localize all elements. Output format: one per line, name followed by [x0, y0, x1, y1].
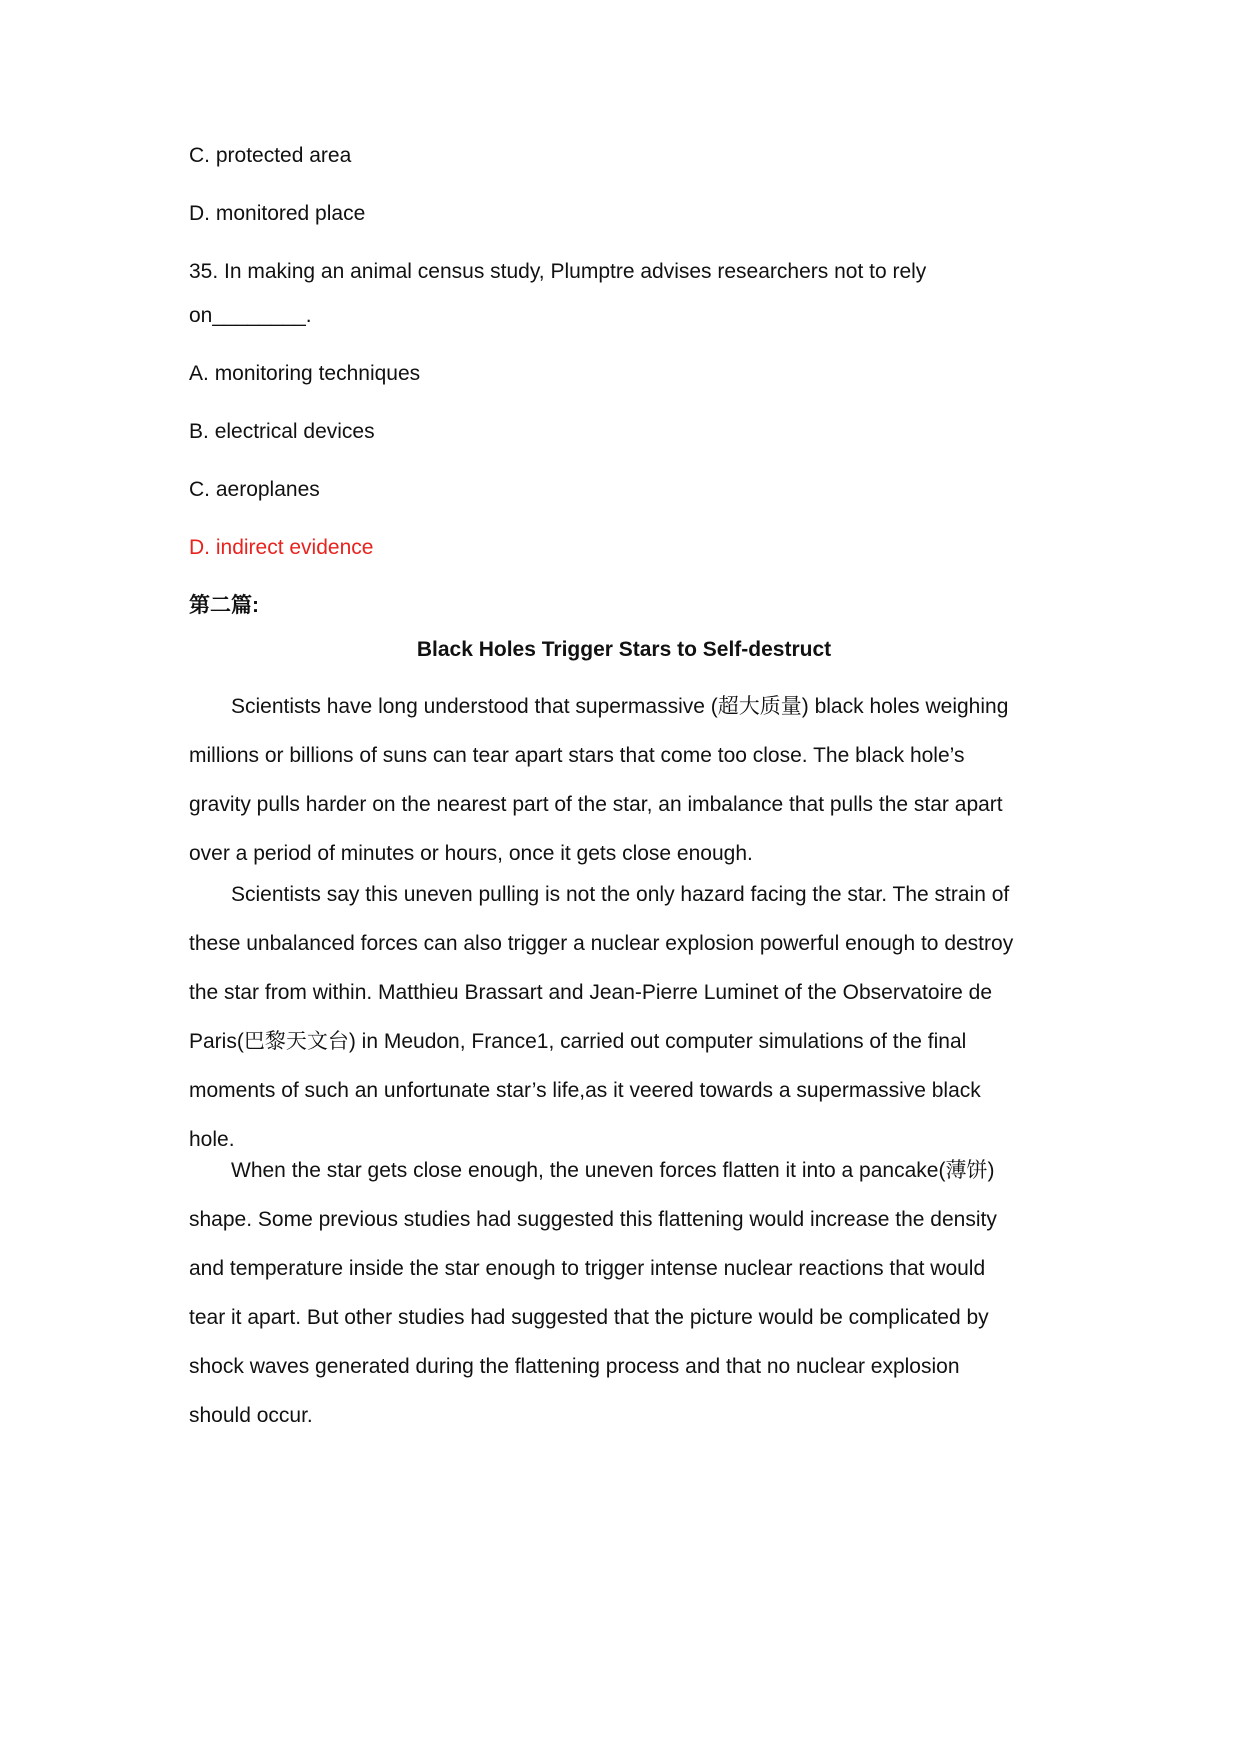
paragraph-line: tear it apart. But other studies had suggested that the picture would be complicated by — [189, 1306, 989, 1329]
article-title: Black Holes Trigger Stars to Self-destruct — [416, 638, 832, 661]
paragraph-line: Paris(巴黎天文台) in Meudon, France1, carried out computer simulations of the final — [189, 1030, 967, 1053]
paragraph-line: over a period of minutes or hours, once it gets close enough. — [189, 842, 753, 865]
paragraph-2 — [189, 870, 1059, 1164]
q35-option-d-answer: D. indirect evidence — [189, 536, 374, 559]
paragraph-line: Scientists say this uneven pulling is not the only hazard facing the star. The strain of — [231, 883, 1010, 906]
prev-option-d: D. monitored place — [189, 202, 366, 225]
paragraph-line: shape. Some previous studies had suggested this flattening would increase the density — [189, 1208, 997, 1231]
paragraph-line: the star from within. Matthieu Brassart and Jean-Pierre Luminet of the Observatoire de — [189, 981, 993, 1004]
section-label: 第二篇: — [189, 594, 259, 617]
q35-option-a: A. monitoring techniques — [189, 362, 421, 385]
paragraph-line: should occur. — [189, 1404, 313, 1427]
prev-option-c: C. protected area — [189, 144, 352, 167]
document-page — [189, 0, 1059, 1754]
paragraph-line: hole. — [189, 1128, 235, 1151]
paragraph-line: shock waves generated during the flattening process and that no nuclear explosion — [189, 1355, 960, 1378]
paragraph-line: and temperature inside the star enough to trigger intense nuclear reactions that would — [189, 1257, 986, 1280]
q35-option-b: B. electrical devices — [189, 420, 375, 443]
q35-option-c: C. aeroplanes — [189, 478, 320, 501]
paragraph-line: gravity pulls harder on the nearest part of the star, an imbalance that pulls the star apart — [189, 793, 1003, 816]
paragraph-1 — [189, 682, 1059, 878]
paragraph-line: Scientists have long understood that supermassive (超大质量) black holes weighing — [231, 695, 1009, 718]
question-35-stem: 35. In making an animal census study, Plumptre advises researchers not to rely — [189, 260, 927, 283]
paragraph-line: these unbalanced forces can also trigger a nuclear explosion powerful enough to destroy — [189, 932, 1014, 955]
paragraph-line: When the star gets close enough, the uneven forces flatten it into a pancake(薄饼) — [231, 1159, 995, 1182]
paragraph-line: moments of such an unfortunate star’s life,as it veered towards a supermassive black — [189, 1079, 981, 1102]
question-35-stem-continued: on________. — [189, 304, 312, 327]
paragraph-line: millions or billions of suns can tear apart stars that come too close. The black hole’s — [189, 744, 965, 767]
paragraph-3 — [189, 1146, 1059, 1440]
